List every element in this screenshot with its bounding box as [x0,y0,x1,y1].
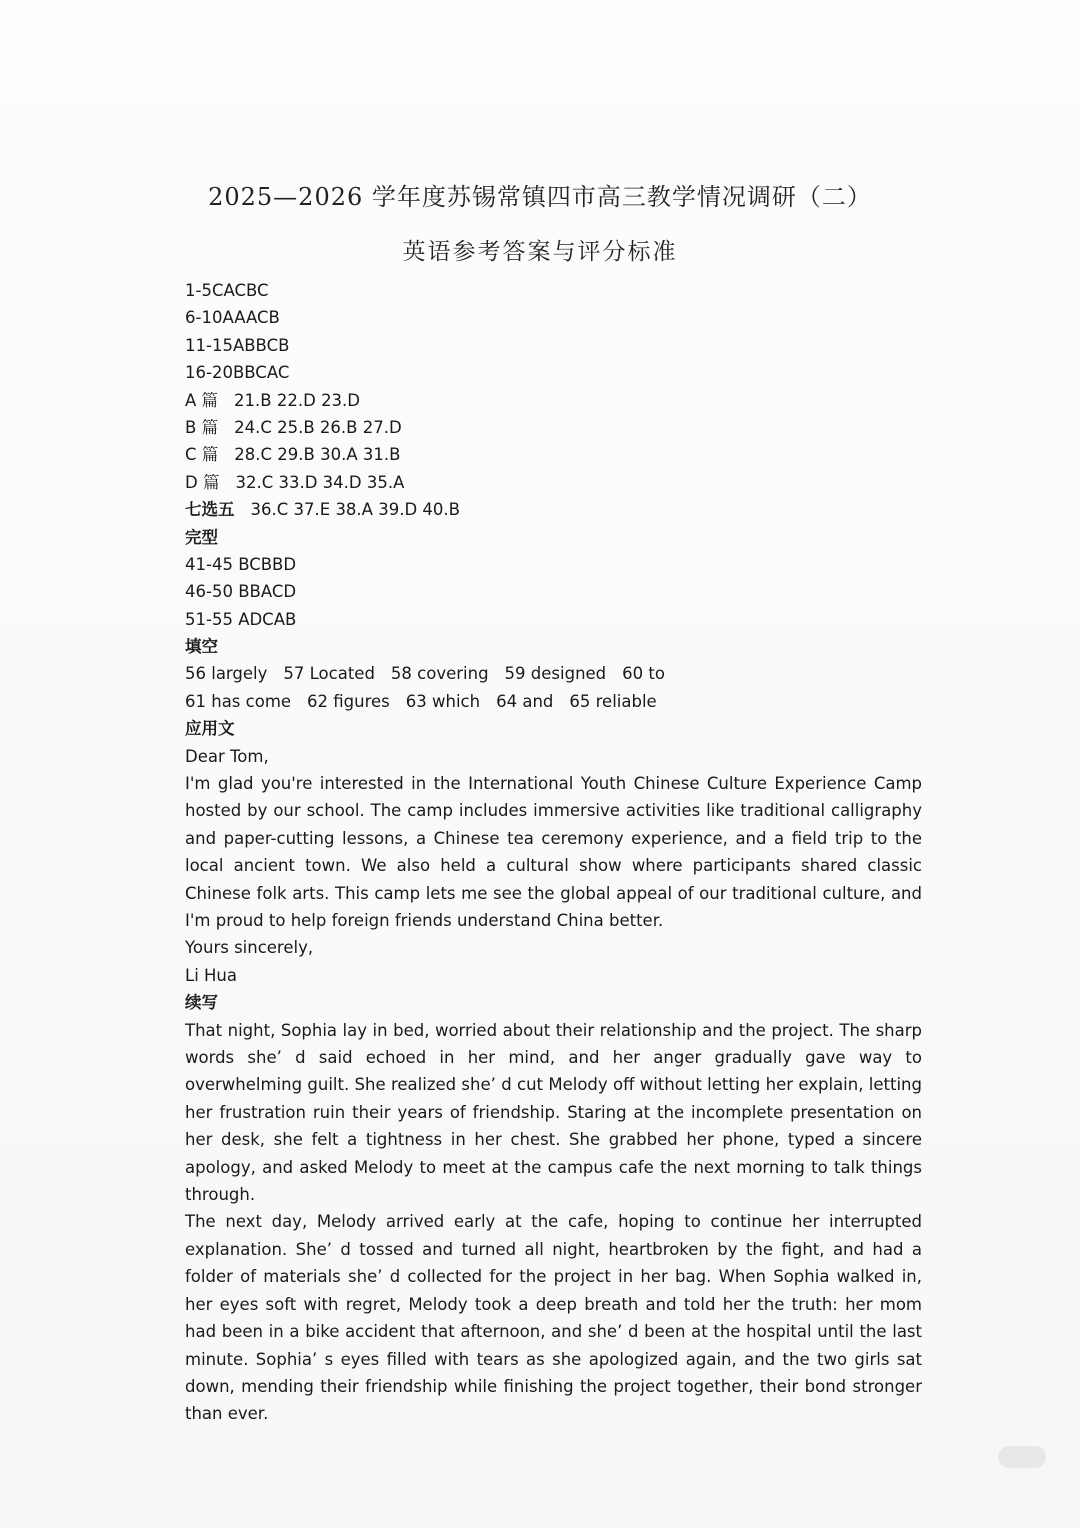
answer: 22.D [276,390,316,410]
fill-heading: 填空 [185,637,218,657]
answer: 36.C [250,500,289,520]
cloze-heading: 完型 [185,527,218,547]
cloze-answers-1: 41-45 BCBBD [185,554,297,574]
fill-answer: 62 figures [307,691,390,711]
listening-answers-3: 11-15ABBCB [185,335,290,355]
answer: 26.B [319,417,358,437]
continuation-paragraph-2: The next day, Melody arrived early at the cafe, hoping to continue her interrupted explanation. She’ d tossed and turned all night, heartbroken by the fight, and had a folder of materials she’ d collected for the project in her bag. When Sophia walked in, her eyes soft with regret, Melody took a deep breath and told her the truth: her mom had been in a bike accident that afternoon, and she’ d been at the hospital until the last minute. Sophia’ s eyes filled with tears as she apologized again, and the two girls sat down, mending their friendship while finishing the project together, their bond stronger than ever. [185,1212,922,1424]
section-label: A 篇 [185,390,219,410]
fill-answer: 59 designed [504,664,607,684]
answer: 31.B [362,445,401,465]
answer: 33.D [278,472,318,492]
reading-section-d [185,469,922,496]
letter-signature: Li Hua [185,965,237,985]
fill-answers-row1 [185,660,922,687]
fill-answers-row2 [185,688,922,715]
answer-content [185,277,922,1428]
reading-section-a [185,387,922,414]
answer: 29.B [277,445,315,465]
letter-closing: Yours sincerely, [185,938,314,958]
cloze-answers-2: 46-50 BBACD [185,582,297,602]
listening-answers-4: 16-20BBCAC [185,363,290,383]
answer: 32.C [235,472,274,492]
listening-answers-2: 6-10AAACB [185,308,280,328]
continuation-heading: 续写 [185,993,218,1013]
fill-answer: 60 to [622,664,665,684]
letter-salutation: Dear Tom, [185,746,269,766]
continuation-paragraph-1: That night, Sophia lay in bed, worried about their relationship and the project. The sharp words she’ d said echoed in her mind, and her anger gradually gave way to overwhelming guilt. She realized she’ d cut Melody off without letting her explain, letting her frustration ruin their years of friendship. Staring at the incomplete presentation on her desk, she felt a tightness in her chest. She grabbed her phone, typed a sincere apology, and asked Melody to meet at the campus cafe the next morning to talk things through. [185,1020,922,1205]
fill-answer: 58 covering [390,664,489,684]
section-label: B 篇 [185,417,219,437]
fill-answer: 56 largely [185,664,268,684]
answer: 28.C [234,445,273,465]
reading-section-c [185,441,922,468]
section-label: C 篇 [185,445,219,465]
answer: 30.A [320,445,358,465]
fill-answer: 65 reliable [569,691,657,711]
page-title: 2025—2026 学年度苏锡常镇四市高三教学情况调研（二） [208,183,872,211]
answer: 40.B [422,500,460,520]
seven-choose-five [185,496,922,523]
watermark-logo [998,1446,1046,1468]
page-subtitle: 英语参考答案与评分标准 [402,239,678,265]
listening-answers-1: 1-5CACBC [185,281,269,300]
answer: 27.D [362,417,402,437]
fill-answer: 64 and [496,691,554,711]
answer: 21.B [234,390,272,410]
cloze-answers-3: 51-55 ADCAB [185,609,297,629]
fill-answer: 61 has come [185,691,292,711]
answer: 37.E [293,500,331,520]
answer: 34.D [322,472,362,492]
reading-section-b [185,414,922,441]
answer: 39.D [378,500,418,520]
fill-answer: 63 which [405,691,481,711]
practical-writing-heading: 应用文 [185,719,235,739]
answer: 25.B [277,417,315,437]
section-label: 七选五 [185,500,235,520]
section-label: D 篇 [185,472,220,492]
answer: 35.A [366,472,405,492]
fill-answer: 57 Located [283,664,375,684]
answer: 38.A [335,500,373,520]
answer: 24.C [234,417,272,437]
answer: 23.D [321,390,361,410]
letter-body: I'm glad you're interested in the International Youth Chinese Culture Experience Camp hosted by our school. The camp includes immersive activities like traditional calligraphy and paper-cutting lessons, a Chinese tea ceremony experience, and a field trip to the local ancient town. We also held a cultural show where participants shared classic Chinese folk arts. This camp lets me see the global appeal of our traditional culture, and I'm proud to help foreign friends understand China better. [185,774,922,931]
